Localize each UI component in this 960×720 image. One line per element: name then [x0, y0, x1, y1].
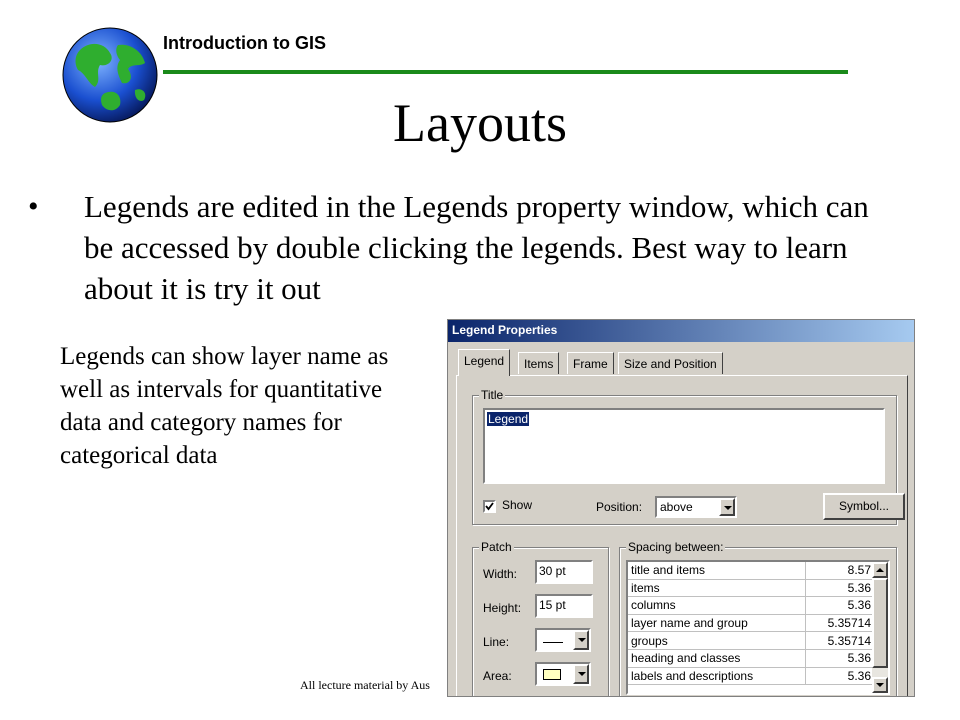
width-input[interactable]: [535, 560, 593, 584]
position-label: Position:: [596, 500, 643, 514]
title-textarea[interactable]: [483, 408, 885, 484]
spacing-value[interactable]: 5.36: [805, 667, 874, 685]
side-note: Legends can show layer name as well as intervals for quantitative data and category names for categorical data: [60, 343, 389, 469]
width-label: Width:: [483, 567, 518, 581]
header-rule: [163, 70, 848, 74]
symbol-button[interactable]: Symbol...: [823, 493, 905, 520]
scroll-down-icon[interactable]: [872, 677, 888, 693]
spacing-name: labels and descriptions: [628, 667, 805, 685]
position-value: above: [660, 500, 693, 514]
area-label: Area:: [483, 669, 512, 683]
course-title: Introduction to GIS: [163, 33, 326, 53]
width-value: 30 pt: [539, 564, 566, 578]
table-row[interactable]: [628, 579, 874, 597]
tab-items[interactable]: Items: [518, 352, 559, 374]
line-swatch: [543, 642, 563, 643]
spacing-value[interactable]: 5.36: [805, 579, 874, 597]
area-swatch: [543, 669, 561, 680]
spacing-name: layer name and group: [628, 614, 805, 632]
scroll-up-icon[interactable]: [872, 562, 888, 578]
spacing-group: [619, 540, 897, 697]
slide-title: Layouts: [393, 93, 567, 153]
spacing-list[interactable]: [626, 560, 890, 695]
position-dropdown[interactable]: [655, 496, 737, 518]
title-group: [472, 388, 897, 525]
table-row[interactable]: [628, 614, 874, 632]
scroll-thumb[interactable]: [872, 578, 888, 668]
spacing-name: columns: [628, 597, 805, 615]
spacing-scrollbar[interactable]: [872, 562, 888, 693]
spacing-table: [628, 562, 874, 685]
height-label: Height:: [483, 601, 522, 615]
tab-panel: [456, 375, 908, 697]
spacing-name: groups: [628, 632, 805, 650]
line-label: Line:: [483, 635, 510, 649]
table-row[interactable]: [628, 632, 874, 650]
bullet-text: Legends are edited in the Legends property window, which can be accessed by double clicking the legends. Best way to learn about it is try it out: [84, 189, 869, 306]
checkmark-icon: [485, 502, 494, 511]
title-text: Legend: [488, 412, 529, 426]
spacing-value[interactable]: 5.36: [805, 649, 874, 667]
height-input[interactable]: [535, 594, 593, 618]
line-dropdown[interactable]: [535, 628, 591, 652]
height-value: 15 pt: [539, 598, 566, 612]
chevron-down-icon[interactable]: [719, 498, 735, 516]
table-row[interactable]: [628, 667, 874, 685]
spacing-name: items: [628, 579, 805, 597]
tab-size-and-position[interactable]: Size and Position: [618, 352, 723, 374]
chevron-down-icon[interactable]: [573, 664, 589, 684]
tab-legend[interactable]: Legend: [458, 349, 510, 376]
spacing-group-label: Spacing between:: [628, 540, 724, 554]
tab-frame[interactable]: Frame: [567, 352, 614, 374]
table-row[interactable]: [628, 649, 874, 667]
table-row[interactable]: [628, 562, 874, 579]
show-label: Show: [502, 498, 533, 512]
legend-properties-dialog: [447, 319, 915, 697]
patch-group-label: Patch: [481, 540, 512, 554]
spacing-name: heading and classes: [628, 649, 805, 667]
spacing-value[interactable]: 5.36: [805, 597, 874, 615]
title-group-label: Title: [481, 388, 504, 402]
show-checkbox[interactable]: [483, 500, 496, 513]
spacing-value[interactable]: 5.35714: [805, 614, 874, 632]
chevron-down-icon[interactable]: [573, 630, 589, 650]
bullet-marker: •: [28, 190, 39, 223]
dialog-titlebar: Legend Properties: [448, 320, 914, 342]
table-row[interactable]: [628, 597, 874, 615]
spacing-value[interactable]: 8.57: [805, 562, 874, 579]
area-dropdown[interactable]: [535, 662, 591, 686]
footer-credit: All lecture material by Aus: [300, 678, 430, 692]
spacing-name: title and items: [628, 562, 805, 579]
spacing-value[interactable]: 5.35714: [805, 632, 874, 650]
patch-group: [472, 540, 609, 697]
